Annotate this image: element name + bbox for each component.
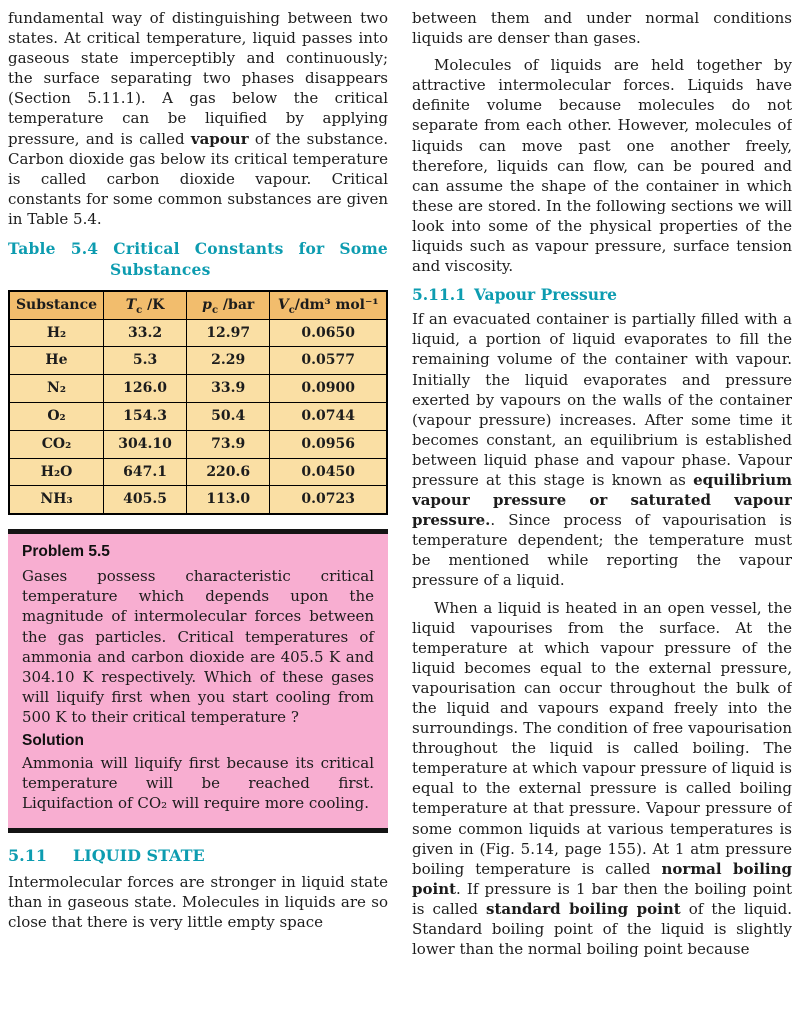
table-cell: 5.3 (104, 347, 187, 375)
table-cell: 154.3 (104, 403, 187, 431)
table-row (9, 430, 387, 458)
table-caption-line1: Table 5.4 Critical Constants for Some (8, 239, 388, 259)
table-row (9, 375, 387, 403)
table-cell: 33.9 (187, 375, 270, 403)
paragraph-critical-temperature: fundamental way of distinguishing between two states. At critical temperature, liquid passes into gaseous state imperceptibly and continuously; the surface separating two phases disappears (Section 5.11.1). A gas below the critical temperature can be liquified by applying pressure, and is called vapour of the substance. Carbon dioxide gas below its critical temperature is called carbon dioxide vapour. Critical constants for some common substances are given in Table 5.4. (8, 9, 388, 228)
table-cell: H₂ (9, 319, 104, 347)
problem-box-body (8, 534, 388, 828)
table-cell: CO₂ (9, 430, 104, 458)
table-caption (8, 239, 388, 281)
table-caption-line2: Substances (110, 259, 211, 279)
paragraph-molecules-of-liquids: Molecules of liquids are held together by attractive intermolecular forces. Liquids have definite volume because molecules do not separate from each other. However, molecules of liquids can move past one another freely, therefore, liquids can flow, can be poured and can assume the shape of the container in which these are stored. In the following sections we will look into some of the physical properties of the liquids such as vapour pressure, surface tension and viscosity. (412, 56, 792, 276)
table-cell: NH₃ (9, 486, 104, 514)
table-cell: 304.10 (104, 430, 187, 458)
table-cell: He (9, 347, 104, 375)
table-header-critical-volume: $V_c$/dm³ mol⁻¹ (270, 291, 387, 319)
table-header-critical-temperature: $T_c$ /K (104, 291, 187, 319)
table-cell: 33.2 (104, 319, 187, 347)
table-cell: 0.0650 (270, 319, 387, 347)
table-cell: O₂ (9, 403, 104, 431)
solution-label: Solution (22, 732, 84, 749)
table-row (9, 458, 387, 486)
table-header-substance: Substance (9, 291, 104, 319)
table-row (9, 347, 387, 375)
subsection-number: 5.11.1 (412, 285, 466, 305)
table-cell: 647.1 (104, 458, 187, 486)
paragraph-continuation: between them and under normal conditions liquids are denser than gases. (412, 9, 792, 48)
table-cell: 2.29 (187, 347, 270, 375)
table-cell: 0.0723 (270, 486, 387, 514)
table-cell: 0.0450 (270, 458, 387, 486)
solution-text: Ammonia will liquify first because its critical temperature will be reached first. Liquifaction of CO₂ will require more cooling. (22, 754, 374, 813)
table-row (9, 319, 387, 347)
section-number: 5.11 (8, 846, 47, 866)
table-cell: 0.0577 (270, 347, 387, 375)
bottom-rule (8, 828, 388, 833)
table-header-row (9, 291, 387, 319)
subsection-title: Vapour Pressure (473, 285, 618, 305)
table-cell: 12.97 (187, 319, 270, 347)
paragraph-vapour-pressure-2: When a liquid is heated in an open vessel, the liquid vapourises from the surface. At the temperature at which vapour pressure of the liquid becomes equal to the external pressure, vapourisation can occur throughout the bulk of the liquid and vapours expand freely into the surroundings. The condition of free vapourisation throughout the liquid is called boiling. The temperature at which vapour pressure of liquid is equal to the external pressure is called boiling temperature at that pressure. Vapour pressure of some common liquids at various temperatures is given in (Fig. 5.14, page 155). At 1 atm pressure boiling temperature is called normal boiling point. If pressure is 1 bar then the boiling point is called standard boiling point of the liquid. Standard boiling point of the liquid is slightly lower than the normal boiling point because (412, 598, 792, 959)
table-row (9, 486, 387, 514)
table-cell: 50.4 (187, 403, 270, 431)
table-cell: 0.0956 (270, 430, 387, 458)
table-cell: N₂ (9, 375, 104, 403)
problem-box (8, 529, 388, 833)
problem-title: Problem 5.5 (22, 543, 110, 561)
paragraph-vapour-pressure-1: If an evacuated container is partially filled with a liquid, a portion of liquid evaporates to fill the remaining volume of the container with vapour. Initially the liquid evaporates and pressure exerted by vapours on the walls of the container (vapour pressure) increases. After some time it becomes constant, an equilibrium is established between liquid phase and vapour phase. Vapour pressure at this stage is known as equilibrium vapour pressure or saturated vapour pressure.. Since process of vapourisation is temperature dependent; the temperature must be mentioned while reporting the vapour pressure of a liquid. (412, 310, 792, 590)
right-column (412, 8, 792, 1035)
table-cell: 0.0900 (270, 375, 387, 403)
problem-statement: Gases possess characteristic critical temperature which depends upon the magnitude of intermolecular forces between the gas particles. Critical temperatures of ammonia and carbon dioxide are 405.5 K and 304.10 K respectively. Which of these gases will liquify first when you start cooling from 500 K to their critical temperature ? (22, 567, 374, 726)
table-cell: 126.0 (104, 375, 187, 403)
table-cell: 113.0 (187, 486, 270, 514)
left-column (8, 8, 388, 1035)
section-heading-liquid-state (8, 846, 388, 865)
table-cell: H₂O (9, 458, 104, 486)
subsection-heading-vapour-pressure (412, 285, 792, 304)
critical-constants-table (8, 290, 388, 515)
table-cell: 73.9 (187, 430, 270, 458)
table-cell: 0.0744 (270, 403, 387, 431)
table-cell: 220.6 (187, 458, 270, 486)
table-header-critical-pressure: $p_c$ /bar (187, 291, 270, 319)
table-cell: 405.5 (104, 486, 187, 514)
section-title: LIQUID STATE (72, 846, 205, 866)
paragraph-liquid-state: Intermolecular forces are stronger in liquid state than in gaseous state. Molecules in liquids are so close that there is very little empty space (8, 873, 388, 932)
table-row (9, 403, 387, 431)
